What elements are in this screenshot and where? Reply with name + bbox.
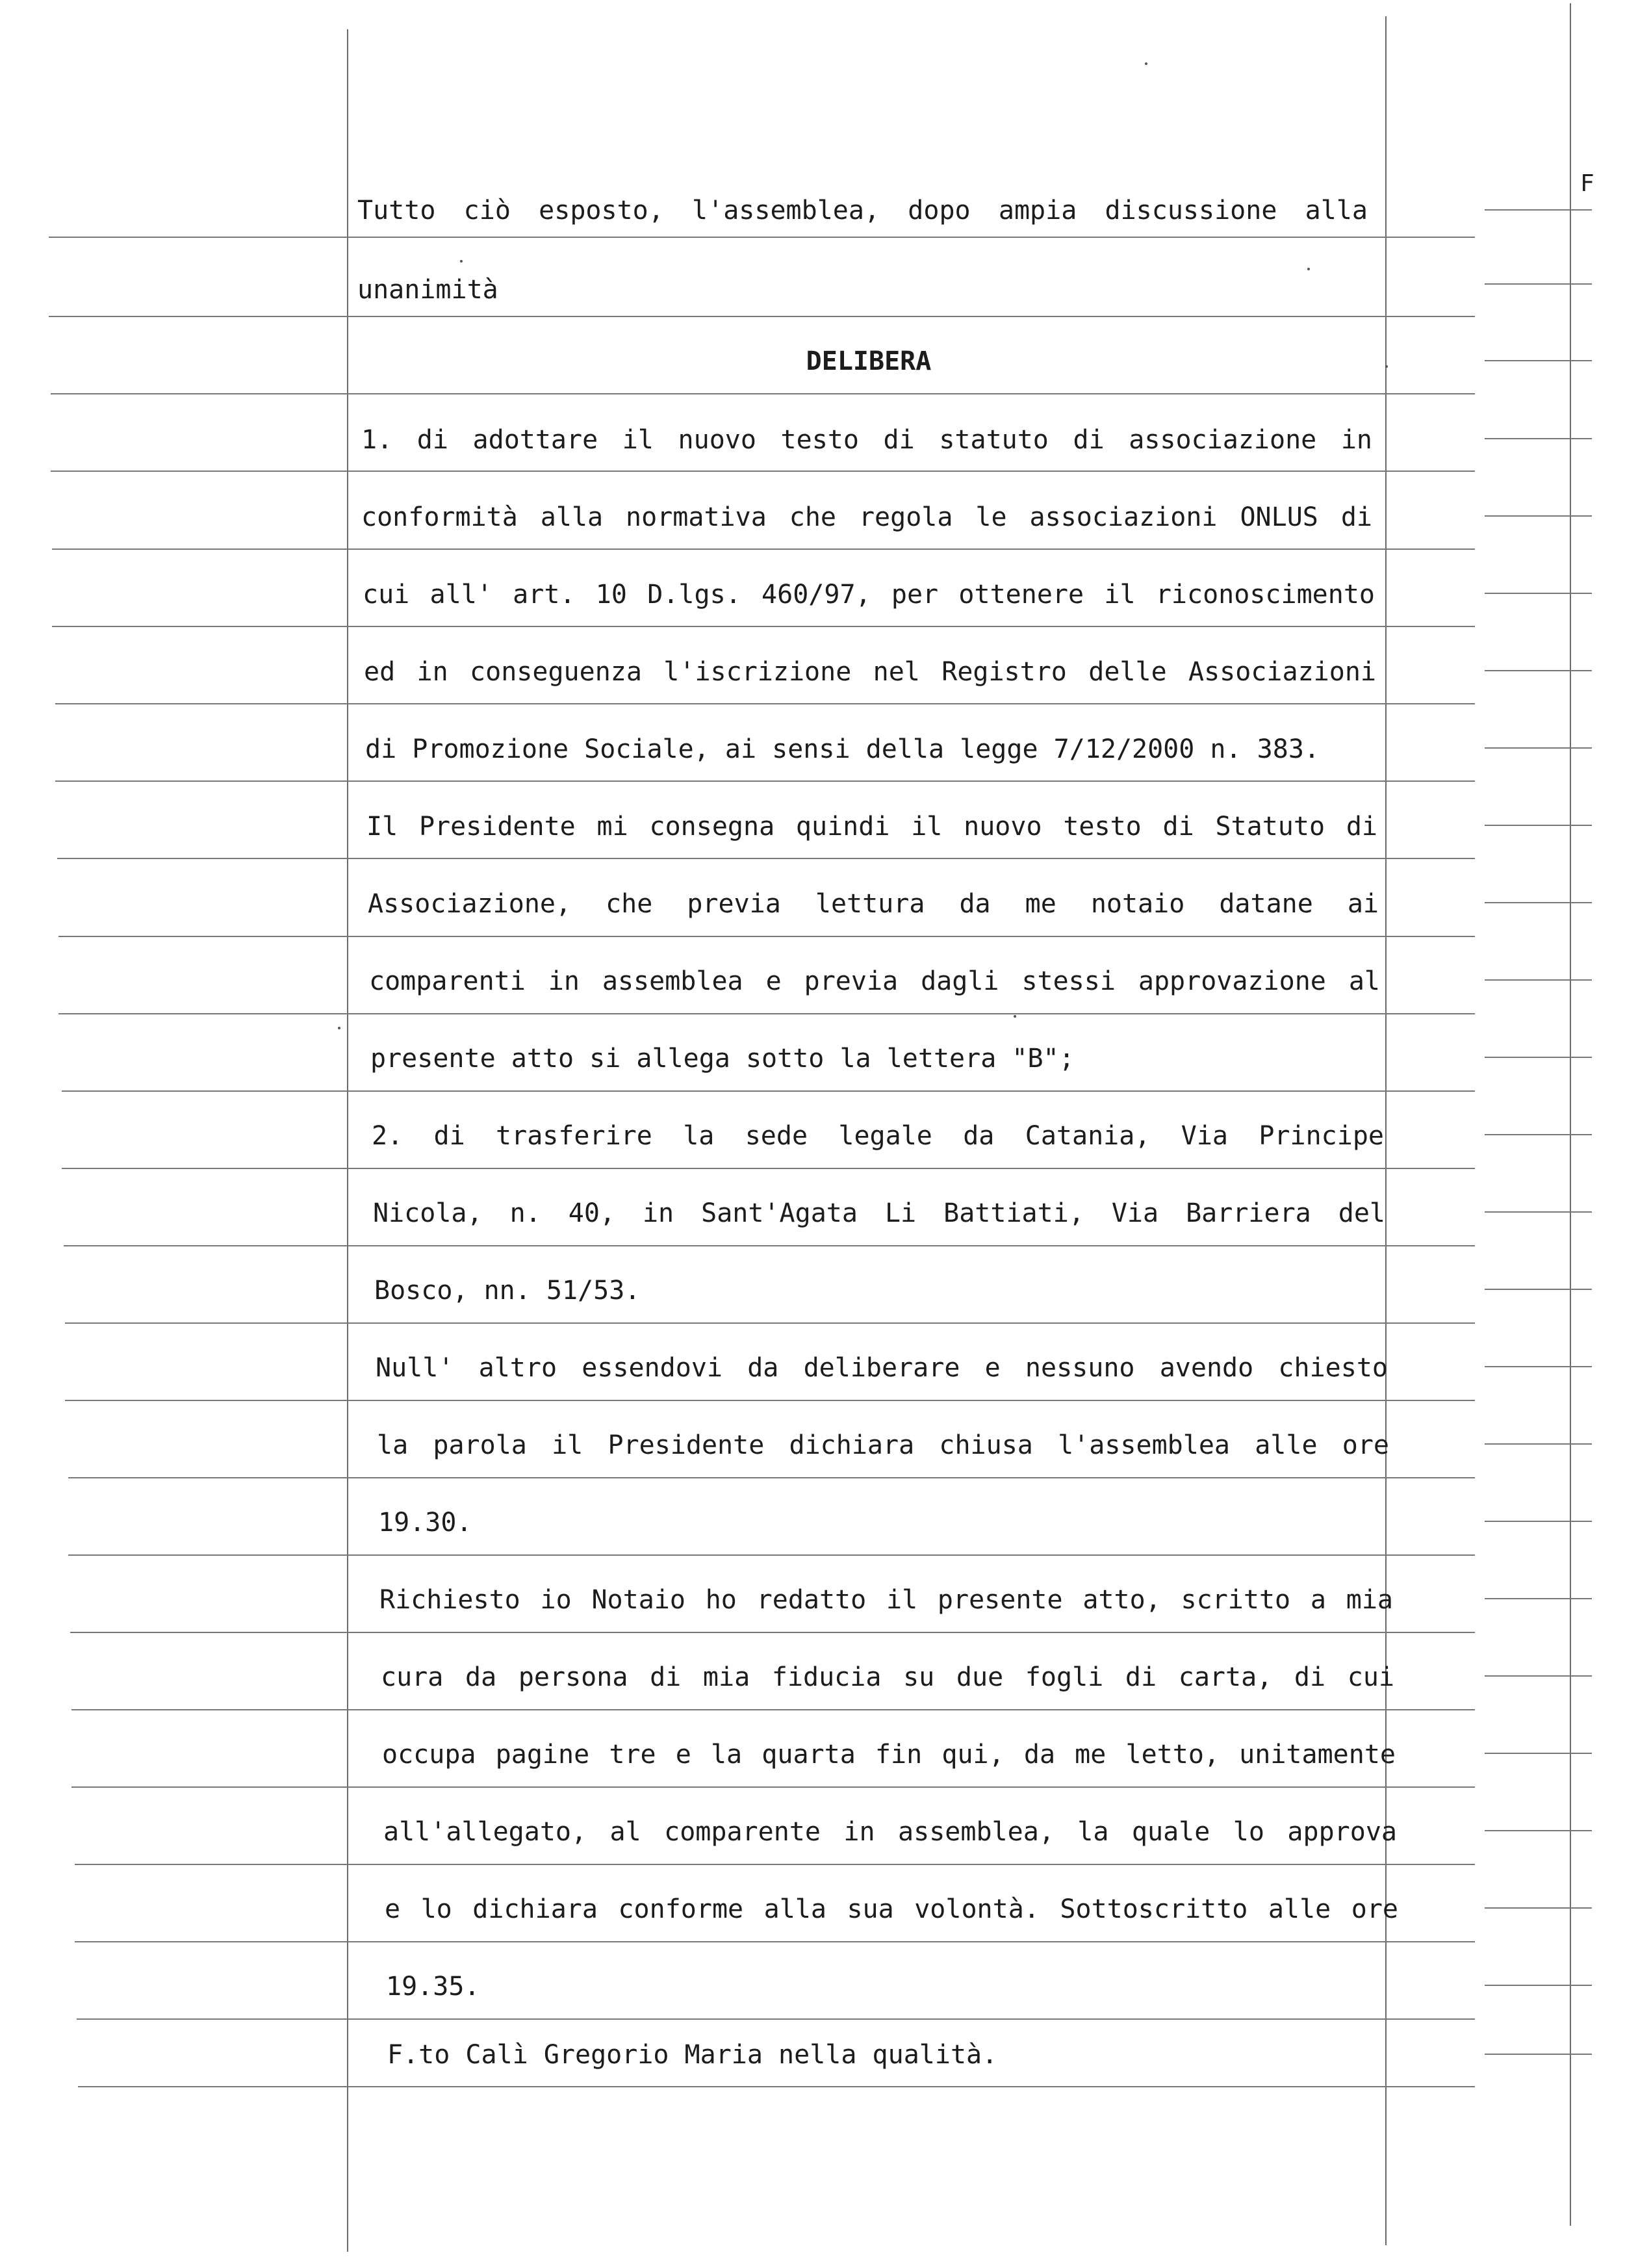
text-line: conformità alla normativa che regola le associazioni ONLUS di <box>361 502 1372 532</box>
text-line: Associazione, che previa lettura da me notaio datane ai <box>368 889 1379 919</box>
margin-dash <box>1485 283 1592 285</box>
text-line: Null' altro essendovi da deliberare e nessuno avendo chiesto <box>376 1353 1388 1383</box>
rule-line <box>70 1632 1475 1633</box>
margin-dash <box>1485 1521 1592 1522</box>
text-line: 2. di trasferire la sede legale da Catania, Via Principe <box>372 1121 1384 1151</box>
margin-letter: F <box>1580 170 1594 197</box>
margin-dash <box>1485 1366 1592 1367</box>
scan-speck <box>1385 365 1388 368</box>
rule-line <box>52 626 1475 627</box>
margin-dash <box>1485 1211 1592 1213</box>
margin-dash <box>1485 2054 1592 2055</box>
heading-delibera: DELIBERA <box>806 346 932 376</box>
rule-line <box>58 936 1475 937</box>
text-line: occupa pagine tre e la quarta fin qui, da me letto, unitamente <box>382 1740 1396 1770</box>
rule-line <box>77 2018 1475 2020</box>
rule-line <box>49 316 1475 317</box>
margin-dash <box>1485 593 1592 594</box>
scan-speck <box>338 1027 340 1029</box>
margin-dash <box>1485 1907 1592 1909</box>
rule-line <box>71 1709 1475 1710</box>
rule-line <box>75 1864 1475 1865</box>
rule-line <box>49 237 1475 238</box>
margin-dash <box>1485 515 1592 517</box>
rule-line <box>55 780 1475 782</box>
margin-dash <box>1485 1985 1592 1986</box>
rule-line <box>57 858 1475 859</box>
outer-margin-rule <box>1570 3 1571 2226</box>
rule-line <box>71 1786 1475 1788</box>
text-line: all'allegato, al comparente in assemblea, la quale lo approva <box>383 1817 1397 1847</box>
rule-line <box>52 548 1475 550</box>
margin-dash <box>1485 1443 1592 1445</box>
rule-line <box>62 1168 1475 1169</box>
margin-dash <box>1485 1289 1592 1290</box>
margin-dash <box>1485 1753 1592 1754</box>
text-line: Richiesto io Notaio ho redatto il presente atto, scritto a mia <box>379 1585 1393 1615</box>
rule-line <box>65 1400 1475 1401</box>
scan-speck <box>1307 268 1310 270</box>
margin-dash <box>1485 825 1592 826</box>
text-line: Tutto ciò esposto, l'assemblea, dopo ampia discussione alla <box>357 196 1368 226</box>
rule-line <box>75 1941 1475 1942</box>
scan-speck <box>1145 62 1147 65</box>
margin-dash <box>1485 1675 1592 1677</box>
scan-speck <box>460 260 463 263</box>
scan-speck <box>1014 1015 1016 1018</box>
text-line: e lo dichiara conforme alla sua volontà. Sottoscritto alle ore <box>385 1894 1398 1924</box>
text-line: unanimità <box>357 275 498 305</box>
text-line: Il Presidente mi consegna quindi il nuovo testo di Statuto di <box>366 812 1377 842</box>
text-line: presente atto si allega sotto la lettera "B"; <box>370 1044 1075 1074</box>
text-line: cui all' art. 10 D.lgs. 460/97, per ottenere il riconoscimento <box>363 580 1375 610</box>
rule-line <box>58 1013 1475 1014</box>
text-line: di Promozione Sociale, ai sensi della legge 7/12/2000 n. 383. <box>365 734 1320 764</box>
text-line: 1. di adottare il nuovo testo di statuto di associazione in <box>361 425 1372 455</box>
margin-dash <box>1485 1830 1592 1831</box>
margin-dash <box>1485 1057 1592 1058</box>
rule-line <box>55 703 1475 704</box>
rule-line <box>78 2086 1475 2087</box>
rule-line <box>51 393 1475 394</box>
rule-line <box>68 1477 1475 1478</box>
text-line: ed in conseguenza l'iscrizione nel Registro delle Associazioni <box>364 657 1376 687</box>
text-line: Bosco, nn. 51/53. <box>374 1276 641 1306</box>
margin-dash <box>1485 360 1592 361</box>
left-margin-rule <box>347 29 348 2252</box>
text-line: 19.30. <box>378 1508 472 1538</box>
rule-line <box>51 470 1475 472</box>
margin-dash <box>1485 979 1592 981</box>
text-line: 19.35. <box>386 1972 480 2002</box>
rule-line <box>65 1322 1475 1324</box>
margin-dash <box>1485 1598 1592 1599</box>
text-line: Nicola, n. 40, in Sant'Agata Li Battiati, Via Barriera del <box>373 1198 1385 1228</box>
margin-dash <box>1485 438 1592 439</box>
rule-line <box>62 1090 1475 1092</box>
text-line: comparenti in assemblea e previa dagli stessi approvazione al <box>369 966 1380 996</box>
rule-line <box>68 1554 1475 1556</box>
text-line: la parola il Presidente dichiara chiusa l'assemblea alle ore <box>377 1430 1389 1460</box>
text-line: cura da persona di mia fiducia su due fogli di carta, di cui <box>381 1662 1394 1692</box>
margin-dash <box>1485 902 1592 903</box>
margin-dash <box>1485 747 1592 749</box>
margin-dash <box>1485 670 1592 671</box>
margin-dash <box>1485 1134 1592 1135</box>
signature-line: F.to Calì Gregorio Maria nella qualità. <box>387 2040 998 2070</box>
rule-line <box>64 1245 1475 1246</box>
margin-dash <box>1485 209 1592 211</box>
